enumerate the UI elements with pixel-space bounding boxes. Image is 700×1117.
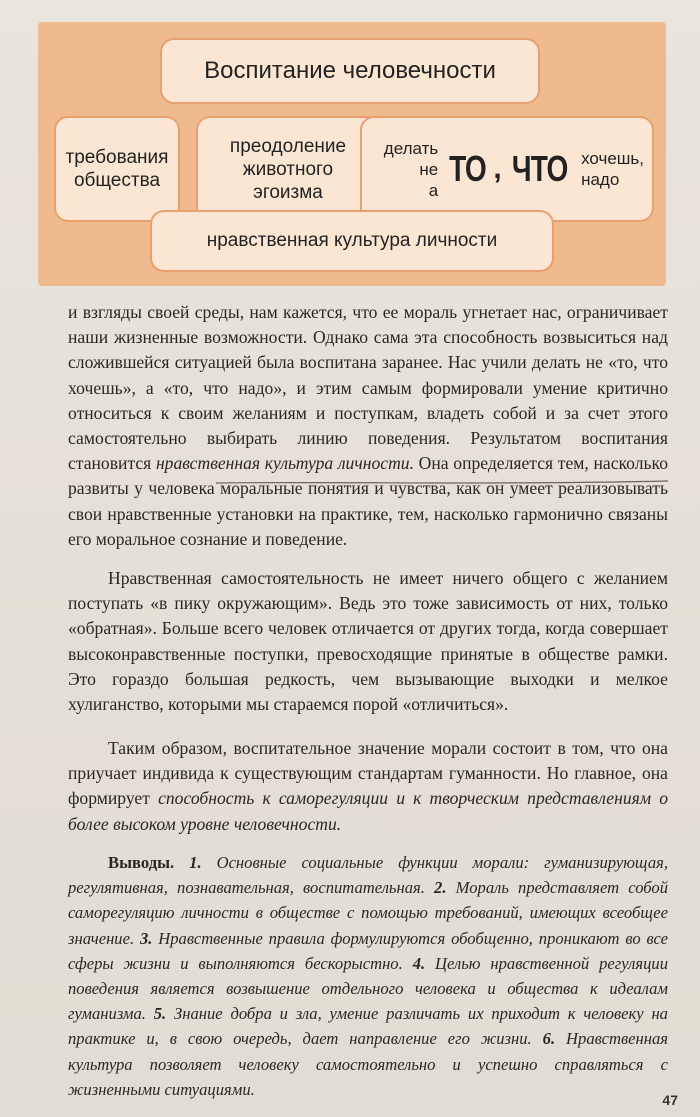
education-diagram (38, 22, 666, 286)
diagram-title-box (160, 38, 540, 104)
society-line-2: общества (73, 170, 161, 191)
conclusion-item: 2. Мораль представляет собой саморегуляцию личности в обществе с помощью требований, имеющих всеобщее значение. (68, 878, 669, 948)
do-big-to: ТО (449, 148, 487, 189)
do-right-line-1: хочешь, (581, 149, 644, 168)
paragraph-3-italic: способность к саморегуляции и к творческим представлениям о более высоком уровне человечности. (68, 788, 668, 834)
conclusions (68, 850, 668, 1102)
conclusion-item: 4. Целью нравственной регуляции поведения является возвышение отдельного человека и общества к идеалам гуманизма. (68, 953, 669, 1024)
egoism-line-3: эгоизма (253, 181, 323, 203)
culture-label: нравственная культура личности (206, 230, 498, 251)
paragraph-3 (68, 736, 668, 837)
paragraph-2 (68, 566, 668, 717)
page-number: 47 (662, 1092, 678, 1108)
egoism-line-2: животного (242, 158, 334, 180)
conclusion-item: 5. Знание добра и зла, умение различать их приходит к человеку на практике и, в свою очередь, дает направление его жизни. (68, 1004, 668, 1049)
do-right-line-2: надо (581, 170, 620, 189)
society-line-1: требования (65, 147, 169, 168)
do-left-line-1: делать не (383, 138, 439, 179)
do-what-needed-box (360, 116, 654, 222)
do-comma: , (493, 152, 502, 185)
do-big-chto: ЧТО (511, 148, 568, 189)
conclusions-label: Выводы. (108, 853, 175, 872)
paragraph-1 (68, 300, 668, 552)
paragraph-1-part-2: Она определяется тем, насколько развиты у человека моральные понятия и чувства, как он умеет реализовывать свои нравственные установки на практике, тем, насколько гармонично связаны его моральное сознание и поведение. (68, 453, 668, 549)
paragraph-2-text: Нравственная самостоятельность не имеет ничего общего с желанием поступать «в пику окружающим». Ведь это тоже зависимость от них, только «обратная». Больше всего человек отличается от других тогда, когда совершает высоконравственные поступки, превосходящие принятые в обществе рамки. Это гораздо большая редкость, чем вызывающие выходки и мелкое хулиганство, которыми мы стараемся порой «отличиться». (68, 568, 668, 715)
paragraph-3-part-1: Таким образом, воспитательное значение морали состоит в том, что она приучает индивида к существующим стандартам гуманности. Но главное, она формирует (68, 738, 668, 809)
paragraph-1-italic: нравственная культура личности. (155, 453, 414, 474)
society-requirements-box (54, 116, 180, 222)
conclusion-item: 6. Нравственная культура позволяет человеку самостоятельно и успешно справляться с жизненными ситуациями. (68, 1029, 668, 1099)
diagram-title: Воспитание человечности (204, 57, 496, 84)
overcoming-egoism-box (196, 116, 380, 222)
moral-culture-box (150, 210, 554, 272)
conclusion-item: 3. Нравственные правила формулируются обобщенно, проникают во все сферы жизни и выполняются бескорыстно. (68, 928, 668, 973)
do-left-line-2: а (428, 180, 439, 200)
conclusion-item: 1. Основные социальные функции морали: гуманизирующая, регулятивная, познавательная, воспитательная. (68, 853, 668, 898)
egoism-line-1: преодоление (229, 135, 347, 157)
paragraph-1-part-1: и взгляды своей среды, нам кажется, что ее мораль угнетает нас, ограничивает наши жизненные возможности. Однако сама эта способность возвыситься над сложившейся ситуацией была воспитана заранее. Нас учили делать не «то, что хочешь», а «то, что надо», и этим самым формировали умение критично относиться к своим желаниям и поступкам, владеть собой и за счет этого самостоятельно выбирать линию поведения. Результатом воспитания становится (68, 302, 668, 474)
